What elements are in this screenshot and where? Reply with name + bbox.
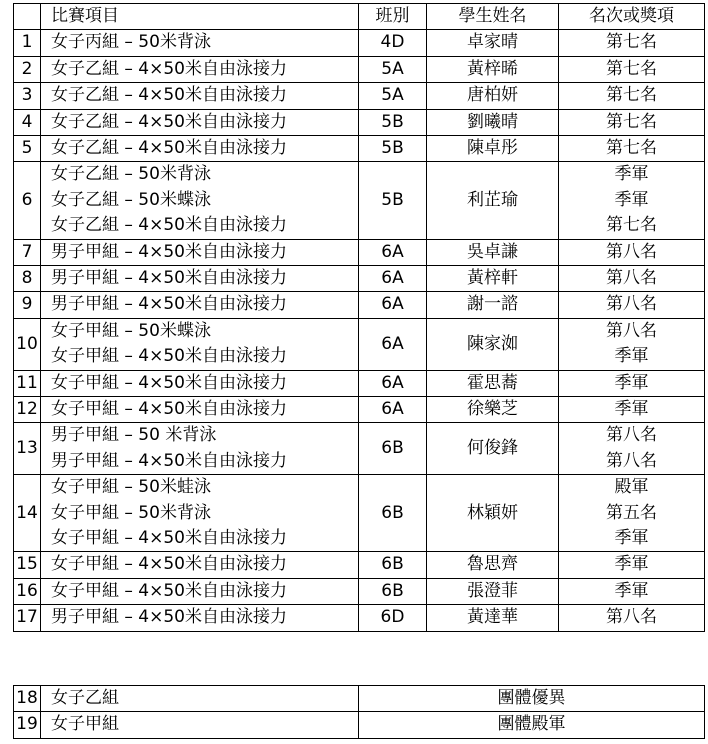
- team-awards-table: [13, 685, 705, 739]
- result-cell: [559, 552, 705, 578]
- event-cell: [41, 292, 359, 318]
- event-cell: [41, 370, 359, 396]
- event-name: 女子乙組 – 4×50米自由泳接力: [51, 85, 287, 106]
- row-number: 12: [14, 397, 41, 423]
- result-value: 第八名: [606, 320, 657, 341]
- row-number: 14: [14, 475, 41, 552]
- result-cell: [559, 56, 705, 82]
- result-value: 季軍: [614, 189, 649, 210]
- result-value: 第七名: [606, 58, 657, 79]
- student-name-cell: 吳卓謙: [427, 239, 559, 265]
- class-cell: 5A: [359, 83, 427, 109]
- event-cell: [41, 578, 359, 604]
- table-row: [14, 239, 705, 265]
- row-number: 6: [14, 162, 41, 239]
- result-cell: [559, 370, 705, 396]
- student-name-cell: 劉曦晴: [427, 109, 559, 135]
- class-cell: 6A: [359, 397, 427, 423]
- row-number: 19: [14, 712, 41, 738]
- result-value: 第七名: [606, 111, 657, 132]
- event-cell: [41, 475, 359, 552]
- class-cell: 5A: [359, 56, 427, 82]
- class-cell: 5B: [359, 109, 427, 135]
- team-award-cell: 團體殿軍: [359, 712, 705, 738]
- table-row: [14, 605, 705, 631]
- team-group-cell: 女子甲組: [41, 712, 359, 738]
- class-cell: 6A: [359, 266, 427, 292]
- results-table-body: [14, 30, 705, 631]
- table-row: [14, 475, 705, 552]
- result-value: 第八名: [606, 450, 657, 471]
- event-name: 女子甲組 – 4×50米自由泳接力: [51, 554, 287, 575]
- student-name-cell: 魯思齊: [427, 552, 559, 578]
- result-value: 第七名: [606, 215, 657, 236]
- class-cell: 6A: [359, 292, 427, 318]
- results-table: [13, 3, 705, 632]
- event-cell: [41, 239, 359, 265]
- event-name: 女子乙組 – 4×50米自由泳接力: [51, 58, 287, 79]
- result-value: 第八名: [606, 268, 657, 289]
- student-name-cell: 謝一諮: [427, 292, 559, 318]
- event-cell: [41, 83, 359, 109]
- result-value: 第八名: [606, 294, 657, 315]
- result-value: 季軍: [614, 527, 649, 548]
- student-name-cell: 霍思蕎: [427, 370, 559, 396]
- student-name-cell: 林穎妍: [427, 475, 559, 552]
- row-number: 9: [14, 292, 41, 318]
- row-number: 10: [14, 318, 41, 370]
- result-value: 第八名: [606, 425, 657, 446]
- row-number: 11: [14, 370, 41, 396]
- student-name-cell: 陳家洳: [427, 318, 559, 370]
- result-value: 季軍: [614, 164, 649, 185]
- table-row: [14, 552, 705, 578]
- header-class: 班別: [359, 4, 427, 30]
- table-row: [14, 423, 705, 475]
- table-row: [14, 318, 705, 370]
- student-name-cell: 何俊鋒: [427, 423, 559, 475]
- row-number: 5: [14, 136, 41, 162]
- student-name-cell: 黃達華: [427, 605, 559, 631]
- student-name-cell: 黃梓晞: [427, 56, 559, 82]
- event-cell: [41, 552, 359, 578]
- result-cell: [559, 397, 705, 423]
- row-number: 7: [14, 239, 41, 265]
- event-name: 女子乙組 – 50米背泳: [51, 164, 211, 185]
- event-cell: [41, 397, 359, 423]
- table-row: [14, 370, 705, 396]
- result-cell: [559, 83, 705, 109]
- result-value: 季軍: [614, 372, 649, 393]
- event-name: 女子丙組 – 50米背泳: [51, 32, 211, 53]
- event-name: 男子甲組 – 50 米背泳: [51, 425, 217, 446]
- class-cell: 5B: [359, 136, 427, 162]
- result-cell: [559, 239, 705, 265]
- row-number: 18: [14, 686, 41, 712]
- event-cell: [41, 56, 359, 82]
- event-name: 女子甲組 – 4×50米自由泳接力: [51, 399, 287, 420]
- student-name-cell: 張澄菲: [427, 578, 559, 604]
- event-name: 女子乙組 – 4×50米自由泳接力: [51, 138, 287, 159]
- table-row: [14, 109, 705, 135]
- result-cell: [559, 605, 705, 631]
- header-event: 比賽項目: [41, 4, 359, 30]
- event-name: 女子甲組 – 4×50米自由泳接力: [51, 580, 287, 601]
- result-value: 第八名: [606, 607, 657, 628]
- row-number: 1: [14, 30, 41, 56]
- student-name-cell: 黃梓軒: [427, 266, 559, 292]
- result-value: 季軍: [614, 554, 649, 575]
- row-number: 15: [14, 552, 41, 578]
- event-cell: [41, 109, 359, 135]
- event-cell: [41, 266, 359, 292]
- team-awards-body: [14, 686, 705, 739]
- result-value: 第七名: [606, 138, 657, 159]
- row-number: 4: [14, 109, 41, 135]
- row-number: 16: [14, 578, 41, 604]
- result-cell: [559, 266, 705, 292]
- result-value: 第七名: [606, 85, 657, 106]
- event-name: 女子甲組 – 50米背泳: [51, 502, 211, 523]
- row-number: 17: [14, 605, 41, 631]
- row-number: 3: [14, 83, 41, 109]
- result-value: 第五名: [606, 502, 657, 523]
- result-value: 季軍: [614, 399, 649, 420]
- class-cell: 6B: [359, 552, 427, 578]
- team-group-cell: 女子乙組: [41, 686, 359, 712]
- class-cell: 5B: [359, 162, 427, 239]
- event-cell: [41, 605, 359, 631]
- table-row: [14, 292, 705, 318]
- result-cell: [559, 578, 705, 604]
- result-cell: [559, 30, 705, 56]
- result-cell: [559, 475, 705, 552]
- row-number: 8: [14, 266, 41, 292]
- result-value: 季軍: [614, 346, 649, 367]
- event-name: 男子甲組 – 4×50米自由泳接力: [51, 268, 287, 289]
- result-cell: [559, 136, 705, 162]
- header-result: 名次或獎項: [559, 4, 705, 30]
- result-cell: [559, 318, 705, 370]
- event-cell: [41, 162, 359, 239]
- table-row: [14, 30, 705, 56]
- class-cell: 6A: [359, 370, 427, 396]
- result-cell: [559, 162, 705, 239]
- class-cell: 6B: [359, 475, 427, 552]
- class-cell: 4D: [359, 30, 427, 56]
- table-row: [14, 83, 705, 109]
- team-row: [14, 686, 705, 712]
- class-cell: 6A: [359, 239, 427, 265]
- team-award-cell: 團體優異: [359, 686, 705, 712]
- row-number: 13: [14, 423, 41, 475]
- header-student-name: 學生姓名: [427, 4, 559, 30]
- event-cell: [41, 423, 359, 475]
- student-name-cell: 陳卓彤: [427, 136, 559, 162]
- row-number: 2: [14, 56, 41, 82]
- student-name-cell: 唐柏妍: [427, 83, 559, 109]
- table-row: [14, 56, 705, 82]
- event-cell: [41, 136, 359, 162]
- event-cell: [41, 30, 359, 56]
- event-name: 女子甲組 – 4×50米自由泳接力: [51, 527, 287, 548]
- result-cell: [559, 292, 705, 318]
- event-name: 女子甲組 – 4×50米自由泳接力: [51, 346, 287, 367]
- table-row: [14, 578, 705, 604]
- event-name: 女子乙組 – 4×50米自由泳接力: [51, 215, 287, 236]
- event-name: 女子甲組 – 4×50米自由泳接力: [51, 372, 287, 393]
- class-cell: 6B: [359, 578, 427, 604]
- event-name: 女子乙組 – 4×50米自由泳接力: [51, 111, 287, 132]
- header-number: [14, 4, 41, 30]
- event-cell: [41, 318, 359, 370]
- table-header-row: [14, 4, 705, 30]
- result-value: 季軍: [614, 580, 649, 601]
- event-name: 女子甲組 – 50米蝶泳: [51, 320, 211, 341]
- result-value: 第七名: [606, 32, 657, 53]
- student-name-cell: 利芷瑜: [427, 162, 559, 239]
- class-cell: 6D: [359, 605, 427, 631]
- table-row: [14, 162, 705, 239]
- event-name: 男子甲組 – 4×50米自由泳接力: [51, 241, 287, 262]
- student-name-cell: 卓家晴: [427, 30, 559, 56]
- result-value: 第八名: [606, 241, 657, 262]
- class-cell: 6A: [359, 318, 427, 370]
- team-row: [14, 712, 705, 738]
- event-name: 男子甲組 – 4×50米自由泳接力: [51, 294, 287, 315]
- result-cell: [559, 423, 705, 475]
- event-name: 女子乙組 – 50米蝶泳: [51, 189, 211, 210]
- result-value: 殿軍: [614, 477, 649, 498]
- table-row: [14, 266, 705, 292]
- student-name-cell: 徐樂芝: [427, 397, 559, 423]
- event-name: 女子甲組 – 50米蛙泳: [51, 477, 211, 498]
- table-row: [14, 136, 705, 162]
- table-row: [14, 397, 705, 423]
- result-cell: [559, 109, 705, 135]
- class-cell: 6B: [359, 423, 427, 475]
- event-name: 男子甲組 – 4×50米自由泳接力: [51, 607, 287, 628]
- event-name: 男子甲組 – 4×50米自由泳接力: [51, 450, 287, 471]
